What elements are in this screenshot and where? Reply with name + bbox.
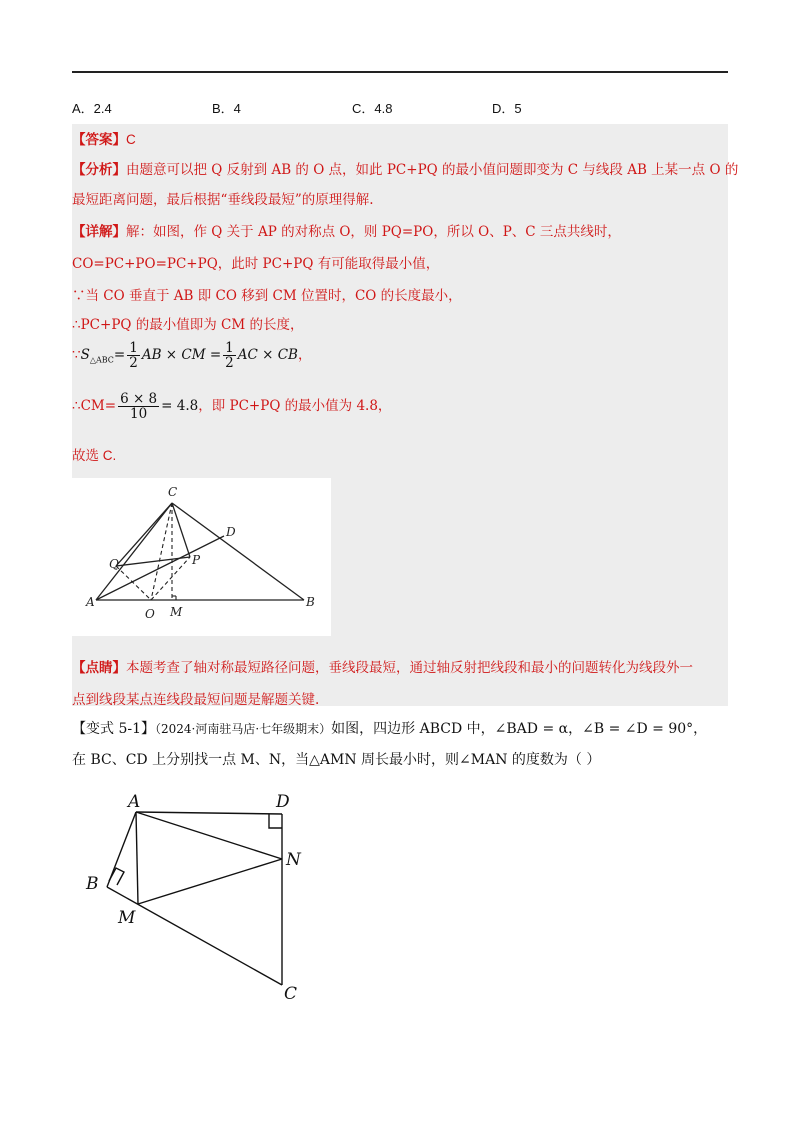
answer-line: 【答案】C xyxy=(72,132,136,148)
label-d: D xyxy=(226,525,236,539)
option-d: D．5 xyxy=(492,101,522,116)
label-c2: C xyxy=(284,984,298,1004)
option-a: A．2.4 xyxy=(72,101,112,116)
label-a2: A xyxy=(128,792,141,812)
label-n2: N xyxy=(286,850,301,870)
area-equation: $\because S_{\triangle ABC}=$ $\frac{1}{2}$ AB × CM = $\frac{1}{2}$ AC × CB， xyxy=(72,340,312,371)
answer-options xyxy=(72,98,728,118)
label-c: C xyxy=(168,485,178,499)
detail-line-2: CO=PC+PO=PC+PQ，此时 PC+PQ 有可能取得最小值， xyxy=(72,256,440,272)
label-b: B xyxy=(306,595,315,609)
variant-line-2: 在 BC、CD 上分别找一点 M、N，当△AMN 周长最小时，则∠MAN 的度数为（ ） xyxy=(72,752,601,768)
label-d2: D xyxy=(276,792,290,812)
triangle-diagram xyxy=(72,478,331,636)
comment-line-2: 点到线段某点连线段最短问题是解题关键. xyxy=(72,692,320,708)
figure-triangle-abc xyxy=(72,478,331,636)
variant-line-1: 【变式 5-1】（2024·河南驻马店·七年级期末）如图，四边形 ABCD 中，∠BAD = α，∠B = ∠D = 90°， xyxy=(72,721,708,737)
top-rule xyxy=(72,71,728,73)
comment-line-1: 【点睛】本题考查了轴对称最短路径问题，垂线段最短，通过轴反射把线段和最小的问题转化为线段外一 xyxy=(72,660,693,676)
detail-line-4: ∴PC+PQ 的最小值即为 CM 的长度， xyxy=(72,317,304,333)
option-b: B．4 xyxy=(212,101,241,116)
choose-line: 故选 C. xyxy=(72,448,117,463)
label-o: O xyxy=(145,607,155,621)
figure-quadrilateral-abcd xyxy=(80,785,320,1015)
analysis-line-2: 最短距离问题，最后根据“垂线段最短”的原理得解. xyxy=(72,192,374,208)
cm-equation: ∴CM= $\frac{6 \times 8}{10}$ = 4.8，即 PC+PQ 的最小值为 4.8， xyxy=(72,391,392,422)
label-m: M xyxy=(170,605,183,619)
label-m2: M xyxy=(118,908,136,928)
label-q: Q xyxy=(109,557,119,571)
label-p: P xyxy=(192,553,201,567)
detail-line-1: 【详解】解：如图，作 Q 关于 AP 的对称点 O，则 PQ=PO，所以 O、P、C 三点共线时， xyxy=(72,224,621,240)
label-b2: B xyxy=(86,874,99,894)
option-c: C．4.8 xyxy=(352,101,393,116)
label-a: A xyxy=(86,595,95,609)
detail-line-3: ∵当 CO 垂直于 AB 即 CO 移到 CM 位置时，CO 的长度最小， xyxy=(72,288,462,304)
analysis-line-1: 【分析】由题意可以把 Q 反射到 AB 的 O 点，如此 PC+PQ 的最小值问题即变为 C 与线段 AB 上某一点 O 的 xyxy=(72,162,739,178)
